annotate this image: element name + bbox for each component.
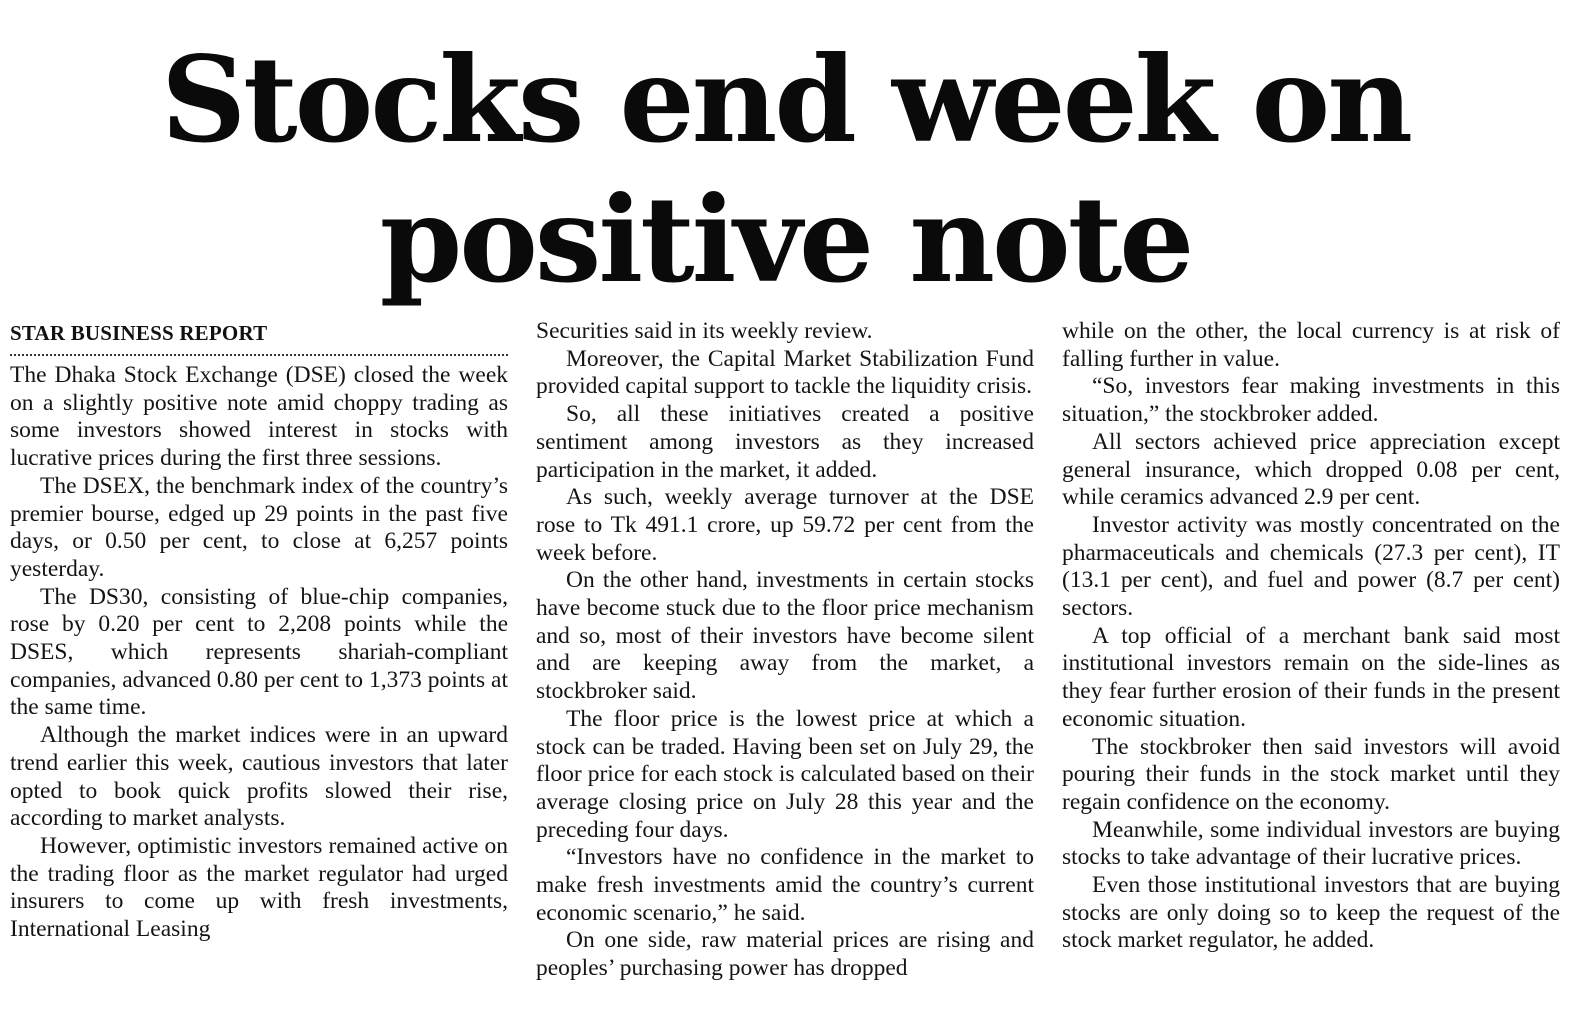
paragraph: The Dhaka Stock Exchange (DSE) closed the week on a slightly positive note amid choppy trading as some investors showed interest in stocks with lucrative prices during the first three sessions. [10,362,508,472]
paragraph: while on the other, the local currency is at risk of falling further in value. [1062,318,1560,372]
paragraph: Investor activity was mostly concentrated on the pharmaceuticals and chemicals (27.3 per cent), IT (13.1 per cent), and fuel and power (8.7 per cent) sectors. [1062,511,1560,622]
paragraph: The DSEX, the benchmark index of the country’s premier bourse, edged up 29 points in the past five days, or 0.50 per cent, to close at 6,257 points yesterday. [10,472,508,582]
paragraph: Even those institutional investors that are buying stocks are only doing so to keep the request of the stock market regulator, he added. [1062,872,1560,954]
headline-line-1: Stocks end week on [160,30,1411,169]
headline-line-2: positive note [379,170,1192,309]
paragraph: However, optimistic investors remained active on the trading floor as the market regulator had urged insurers to come up with fresh investments, International Leasing [10,832,508,943]
paragraph: All sectors achieved price appreciation except general insurance, which dropped 0.08 per cent, while ceramics advanced 2.9 per cent. [1062,428,1560,511]
paragraph: “Investors have no confidence in the market to make fresh investments amid the country’s current economic scenario,” he said. [536,844,1034,926]
paragraph: Meanwhile, some individual investors are buying stocks to take advantage of their lucrative prices. [1062,816,1560,871]
paragraph: As such, weekly average turnover at the DSE rose to Tk 491.1 crore, up 59.72 per cent from the week before. [536,484,1034,566]
paragraph: “So, investors fear making investments in this situation,” the stockbroker added. [1062,373,1560,428]
paragraph: On the other hand, investments in certain stocks have become stuck due to the floor price mechanism and so, most of their investors have become silent and are keeping away from the market, a stockbroker said. [536,567,1034,705]
paragraph: So, all these initiatives created a positive sentiment among investors as they increased participation in the market, it added. [536,401,1034,483]
paragraph: A top official of a merchant bank said most institutional investors remain on the side-lines as they fear further erosion of their funds in the present economic situation. [1062,622,1560,732]
paragraph: On one side, raw material prices are rising and peoples’ purchasing power has dropped [536,927,1034,982]
paragraph: The stockbroker then said investors will avoid pouring their funds in the stock market until they regain confidence on the economy. [1062,733,1560,815]
paragraph: Although the market indices were in an upward trend earlier this week, cautious investors that later opted to book quick profits slowed their rise, according to market analysts. [10,722,508,832]
headline [0,30,1571,310]
article-column-1 [10,318,508,944]
byline: STAR BUSINESS REPORT [10,318,508,356]
paragraph: Moreover, the Capital Market Stabilization Fund provided capital support to tackle the liquidity crisis. [536,345,1034,400]
paragraph: Securities said in its weekly review. [536,318,873,344]
paragraph: The floor price is the lowest price at which a stock can be traded. Having been set on July 29, the floor price for each stock is calculated based on their average closing price on July 28 this year and the preceding four days. [536,705,1034,843]
article-column-3 [1062,318,1560,955]
article-column-2 [536,318,1034,983]
paragraph: The DS30, consisting of blue-chip companies, rose by 0.20 per cent to 2,208 points while the DSES, which represents shariah-compliant companies, advanced 0.80 per cent to 1,373 points at the same time. [10,583,508,721]
